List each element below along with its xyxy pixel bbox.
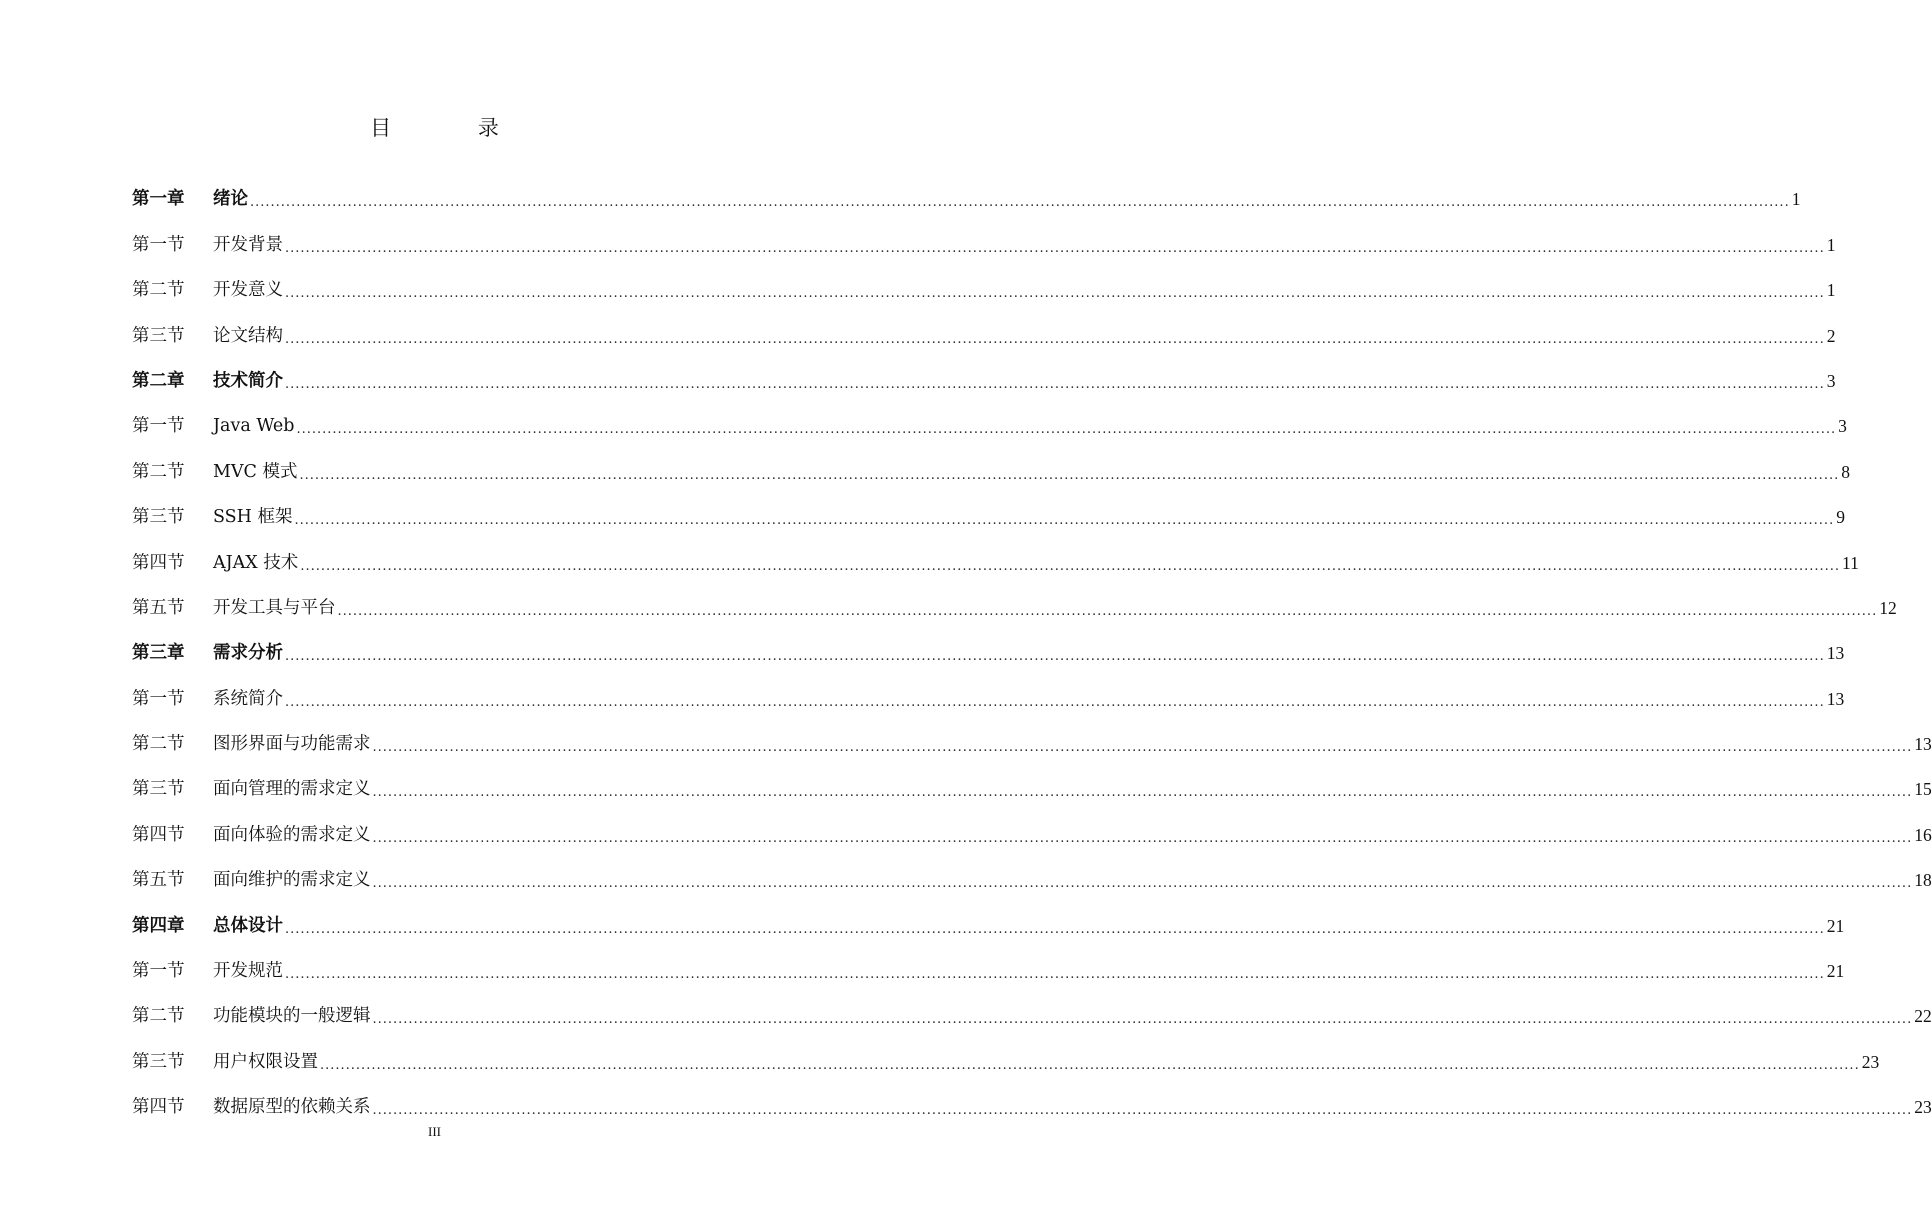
toc-entry-number: 第一节: [132, 688, 185, 709]
toc-entry-number: 第一节: [132, 416, 185, 437]
toc-entry-title: 面向体验的需求定义: [213, 824, 371, 845]
toc-entry-title: 开发背景: [213, 234, 283, 255]
toc-entry-title: 数据原型的依赖关系: [213, 1097, 371, 1118]
toc-entry-page: 2: [1826, 325, 1836, 346]
toc-dot-leader: ............................................................................................................................................................................................................................................................................................................: [285, 694, 1825, 710]
toc-entry-page: 8: [1841, 461, 1850, 482]
toc-entry-page: 23: [1914, 1097, 1932, 1118]
toc-entry-title: 开发意义: [213, 280, 283, 301]
toc-section-entry[interactable]: [132, 946, 1845, 991]
toc-dot-leader: ............................................................................................................................................................................................................................................................................................................: [285, 649, 1825, 665]
toc-dot-leader: ............................................................................................................................................................................................................................................................................................................: [372, 876, 1913, 892]
toc-section-entry[interactable]: [132, 673, 1845, 718]
toc-entry-page: 13: [1826, 688, 1845, 709]
toc-entry-title: 开发工具与平台: [213, 597, 336, 618]
toc-entry-page: 18: [1914, 870, 1932, 891]
toc-entry-page: 3: [1838, 416, 1847, 437]
toc-entry-title: 面向维护的需求定义: [213, 870, 371, 891]
toc-dot-leader: ............................................................................................................................................................................................................................................................................................................: [372, 785, 1913, 801]
toc-entry-number: 第二章: [132, 370, 185, 391]
toc-entry-title: 需求分析: [213, 643, 283, 664]
toc-entry-title: 总体设计: [213, 915, 283, 936]
toc-entry-page: 22: [1914, 1006, 1932, 1027]
toc-entry-page: 15: [1914, 779, 1932, 800]
page-title: 目 录: [370, 116, 539, 140]
toc-entry-page: 23: [1861, 1051, 1880, 1072]
toc-entry-title: SSH 框架: [213, 507, 293, 528]
toc-entry-title: 绪论: [213, 189, 248, 210]
toc-dot-leader: ............................................................................................................................................................................................................................................................................................................: [337, 603, 1878, 619]
table-of-contents: [132, 174, 1932, 1127]
toc-section-entry[interactable]: [132, 446, 1850, 491]
toc-dot-leader: ............................................................................................................................................................................................................................................................................................................: [250, 195, 1790, 211]
toc-dot-leader: ............................................................................................................................................................................................................................................................................................................: [372, 740, 1913, 756]
toc-entry-title: 图形界面与功能需求: [213, 734, 371, 755]
toc-entry-page: 21: [1826, 961, 1845, 982]
toc-entry-page: 1: [1826, 234, 1836, 255]
toc-section-entry[interactable]: [132, 265, 1836, 310]
toc-chapter-entry[interactable]: [132, 628, 1845, 673]
toc-chapter-entry[interactable]: [132, 900, 1845, 945]
toc-chapter-entry[interactable]: [132, 174, 1801, 219]
toc-entry-page: 11: [1842, 552, 1859, 573]
toc-entry-number: 第五节: [132, 597, 185, 618]
toc-section-entry[interactable]: [132, 1082, 1932, 1127]
toc-entry-page: 12: [1879, 597, 1897, 618]
toc-entry-number: 第三节: [132, 507, 185, 528]
toc-section-entry[interactable]: [132, 492, 1845, 537]
toc-section-entry[interactable]: [132, 537, 1859, 582]
toc-entry-title: 面向管理的需求定义: [213, 779, 371, 800]
toc-dot-leader: ............................................................................................................................................................................................................................................................................................................: [372, 1103, 1913, 1119]
toc-entry-number: 第四节: [132, 552, 185, 573]
toc-entry-number: 第一章: [132, 189, 185, 210]
toc-entry-page: 13: [1826, 643, 1845, 664]
toc-section-entry[interactable]: [132, 1036, 1880, 1081]
toc-dot-leader: ............................................................................................................................................................................................................................................................................................................: [285, 240, 1825, 256]
page-number: III: [428, 1124, 441, 1139]
toc-dot-leader: ............................................................................................................................................................................................................................................................................................................: [285, 376, 1825, 392]
toc-chapter-entry[interactable]: [132, 356, 1836, 401]
toc-dot-leader: ............................................................................................................................................................................................................................................................................................................: [372, 830, 1913, 846]
toc-entry-title: 开发规范: [213, 961, 283, 982]
toc-dot-leader: ............................................................................................................................................................................................................................................................................................................: [294, 513, 1835, 529]
toc-entry-number: 第四节: [132, 1097, 185, 1118]
toc-entry-number: 第一节: [132, 234, 185, 255]
toc-entry-title: MVC 模式: [213, 461, 298, 482]
toc-section-entry[interactable]: [132, 855, 1932, 900]
toc-entry-title: 功能模块的一般逻辑: [213, 1006, 371, 1027]
toc-dot-leader: ............................................................................................................................................................................................................................................................................................................: [285, 286, 1825, 302]
toc-section-entry[interactable]: [132, 583, 1897, 628]
toc-dot-leader: ............................................................................................................................................................................................................................................................................................................: [285, 967, 1825, 983]
toc-section-entry[interactable]: [132, 991, 1932, 1036]
toc-entry-title: 系统简介: [213, 688, 283, 709]
toc-section-entry[interactable]: [132, 809, 1932, 854]
toc-dot-leader: ............................................................................................................................................................................................................................................................................................................: [300, 558, 1841, 574]
toc-entry-title: 论文结构: [213, 325, 283, 346]
toc-entry-title: 技术简介: [213, 370, 283, 391]
toc-entry-page: 1: [1826, 280, 1836, 301]
toc-section-entry[interactable]: [132, 719, 1932, 764]
toc-entry-page: 16: [1914, 824, 1932, 845]
toc-dot-leader: ............................................................................................................................................................................................................................................................................................................: [320, 1057, 1860, 1073]
toc-entry-title: AJAX 技术: [213, 552, 299, 573]
toc-entry-number: 第五节: [132, 870, 185, 891]
toc-entry-number: 第四节: [132, 824, 185, 845]
toc-entry-page: 21: [1826, 915, 1845, 936]
toc-entry-number: 第二节: [132, 734, 185, 755]
toc-entry-page: 3: [1826, 370, 1836, 391]
toc-entry-page: 13: [1914, 734, 1932, 755]
toc-section-entry[interactable]: [132, 764, 1932, 809]
toc-dot-leader: ............................................................................................................................................................................................................................................................................................................: [372, 1012, 1913, 1028]
toc-dot-leader: ............................................................................................................................................................................................................................................................................................................: [285, 331, 1825, 347]
toc-section-entry[interactable]: [132, 401, 1847, 446]
toc-entry-number: 第二节: [132, 461, 185, 482]
toc-entry-number: 第三节: [132, 1051, 185, 1072]
toc-entry-number: 第二节: [132, 1006, 185, 1027]
toc-entry-title: 用户权限设置: [213, 1051, 318, 1072]
toc-section-entry[interactable]: [132, 310, 1836, 355]
toc-entry-number: 第三章: [132, 643, 185, 664]
toc-entry-number: 第三节: [132, 325, 185, 346]
toc-entry-title: Java Web: [213, 416, 295, 437]
toc-dot-leader: ............................................................................................................................................................................................................................................................................................................: [299, 467, 1840, 483]
toc-dot-leader: ............................................................................................................................................................................................................................................................................................................: [296, 422, 1837, 438]
toc-entry-page: 9: [1836, 507, 1845, 528]
toc-entry-number: 第二节: [132, 280, 185, 301]
toc-section-entry[interactable]: [132, 219, 1836, 264]
toc-entry-number: 第一节: [132, 961, 185, 982]
toc-entry-number: 第四章: [132, 915, 185, 936]
toc-entry-number: 第三节: [132, 779, 185, 800]
toc-dot-leader: ............................................................................................................................................................................................................................................................................................................: [285, 921, 1825, 937]
toc-entry-page: 1: [1791, 189, 1801, 210]
